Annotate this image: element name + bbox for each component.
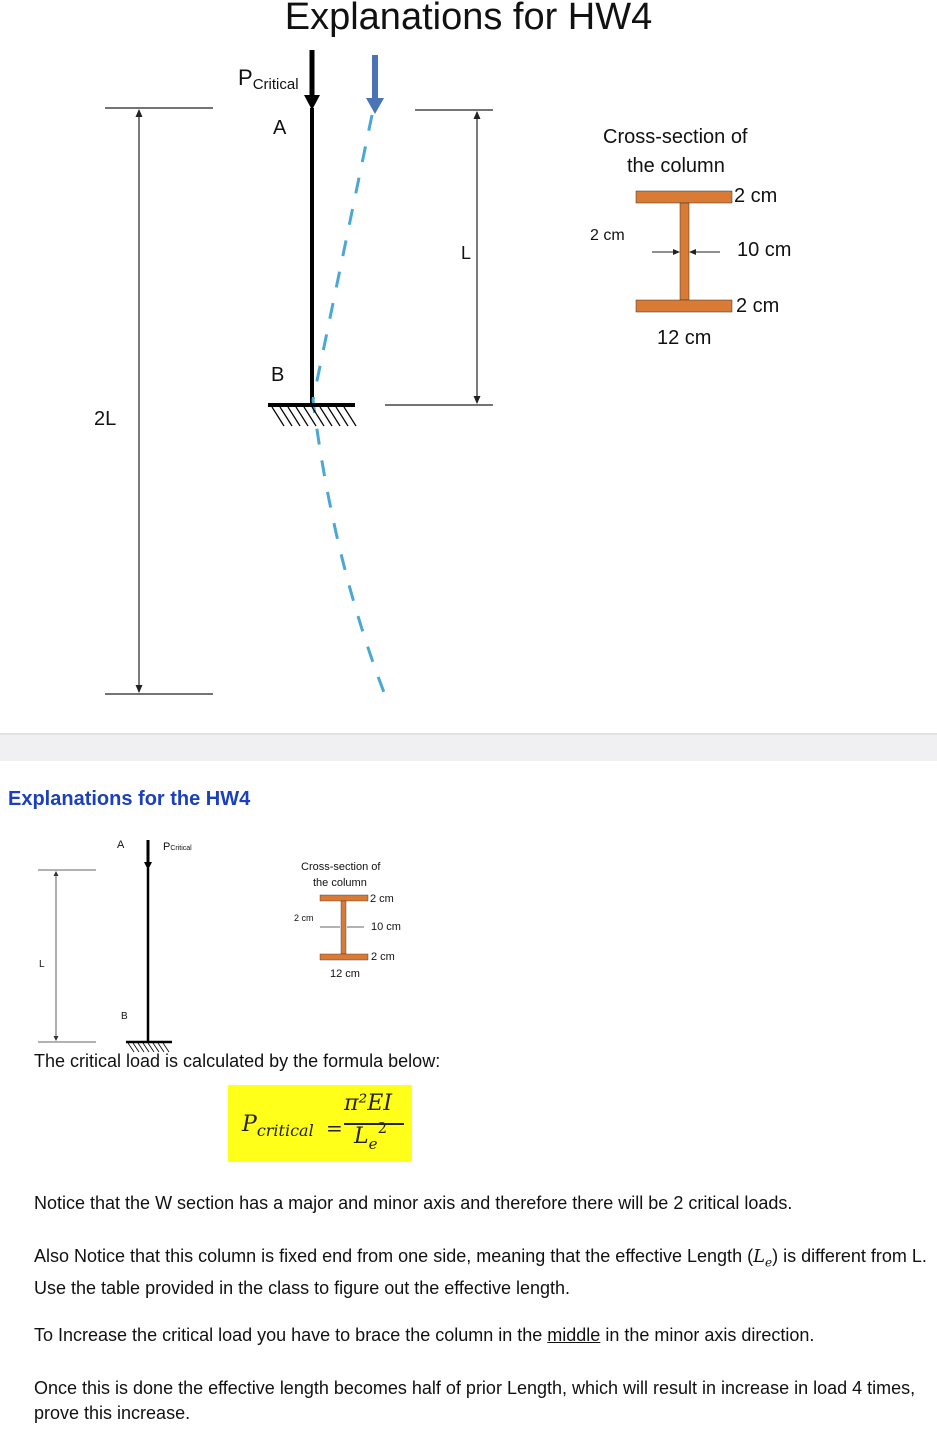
web-dim-right-arrow [689,249,696,255]
formula-lhs [242,1112,314,1140]
formula-lhs-symbol: P [242,1112,257,1137]
paragraph-effective-length-text-start: Also Notice that this column is fixed end from one side, meaning that the effective Length ( [34,1246,754,1266]
depth-label: 10 cm [737,239,792,261]
paragraph-major-minor-axis: Notice that the W section has a major and minor axis and therefore there will be 2 critical loads. [34,1193,793,1213]
small-flange-top-label: 2 cm [370,893,394,905]
section-heading: Explanations for the HW4 [8,788,251,810]
length-2l-label: 2L [94,408,117,430]
small-cross-section-title-line1: Cross-section of [301,861,381,873]
paragraph-load-increase: Once this is done the effective length becomes half of prior Length, which will result in increase in load 4 times, prove this increase. [34,1378,916,1423]
effective-length-symbol-subscript: e [765,1255,773,1270]
middle-underlined-word: middle [547,1325,601,1345]
load-arrow-head [304,95,320,110]
paragraph-bracing-text-start: To Increase the critical load you have to brace the column in the [34,1325,548,1345]
dim-2l-arrow-bottom [136,685,143,693]
load-label [238,65,299,91]
small-width-label: 12 cm [330,968,360,980]
formula-denominator-subscript: e [368,1135,378,1153]
small-cross-section-web [341,901,346,954]
fixed-support-hatching [272,407,356,426]
cross-section-title-line2: the column [627,155,725,177]
small-cross-section-bottom-flange [320,954,368,960]
formula-denominator [354,1119,388,1153]
cross-section-bottom-flange [636,300,732,312]
web-thickness-label: 2 cm [590,227,625,244]
small-load-label [163,841,192,853]
small-load-symbol: P [163,841,171,853]
small-point-b-label: B [121,1011,128,1022]
small-flange-bottom-label: 2 cm [371,951,395,963]
load-symbol: P [238,65,253,90]
cross-section-web [680,203,689,300]
width-label: 12 cm [657,327,712,349]
buckled-load-arrow-head [366,98,384,114]
paragraph-bracing [34,1323,929,1348]
paragraph-effective-length [34,1244,929,1301]
small-point-a-label: A [117,839,125,851]
flange-top-thickness-label: 2 cm [734,185,778,207]
small-cross-section-top-flange [320,895,368,901]
small-load-subscript: Critical [170,845,192,852]
formula-equals: = [326,1116,343,1140]
cross-section-top-flange [636,191,732,203]
formula-highlight-box [228,1085,412,1162]
page-divider [0,733,937,761]
web-dim-left-arrow [673,249,680,255]
paragraph-bracing-text-end: in the minor axis direction. [600,1325,815,1345]
dim-2l-arrow-top [136,109,143,117]
cross-section-title-line1: Cross-section of [603,126,748,148]
small-column-diagram [0,830,520,1060]
small-load-arrow-head [144,862,152,870]
paragraph-effective-length-text-end: ) is different from L. Use the table provided in the class to figure out the effective length. [34,1246,927,1298]
flange-bottom-thickness-label: 2 cm [736,295,780,317]
formula-intro-text: The critical load is calculated by the formula below: [34,1051,441,1071]
small-dim-arrow-bottom [54,1036,59,1041]
small-cross-section-title-line2: the column [313,877,367,889]
small-dim-arrow-top [54,871,59,876]
effective-length-symbol-letter: L [753,1246,766,1267]
length-l-label: L [461,243,472,263]
point-b-label: B [271,364,285,386]
page-title: Explanations for HW4 [284,0,653,38]
formula-denominator-symbol: L [354,1124,369,1149]
small-web-thickness-label: 2 cm [294,913,314,923]
effective-length-symbol [753,1246,773,1270]
formula-denominator-power: 2 [377,1119,388,1137]
small-depth-label: 10 cm [371,921,401,933]
formula-lhs-subscript: critical [256,1121,314,1140]
formula-numerator: π²EI [344,1091,393,1116]
small-length-label: L [39,959,45,970]
dim-l-arrow-top [474,111,481,119]
dim-l-arrow-bottom [474,396,481,404]
load-subscript: Critical [252,76,299,93]
point-a-label: A [273,117,287,139]
